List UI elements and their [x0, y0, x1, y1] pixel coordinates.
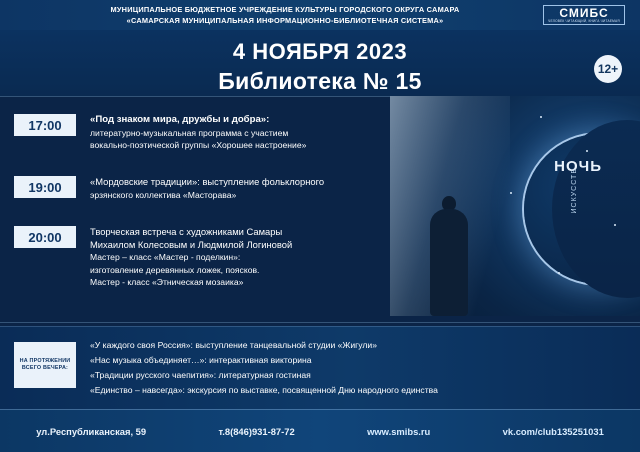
schedule-description	[90, 114, 306, 152]
organization-line-1: МУНИЦИПАЛЬНОЕ БЮДЖЕТНОЕ УЧРЕЖДЕНИЕ КУЛЬТУРЫ ГОРОДСКОГО ОКРУГА САМАРА	[110, 5, 460, 14]
schedule-line: Мастер – класс «Мастер - поделкин»:	[90, 252, 241, 262]
list-item: «Единство – навсегда»: экскурсия по выставке, посвященной Дню народного единства	[90, 385, 438, 395]
event-date: 4 НОЯБРЯ 2023	[232, 39, 408, 64]
list-item: «Традиции русского чаепития»: литературная гостиная	[90, 370, 311, 380]
organization-line-2: «САМАРСКАЯ МУНИЦИПАЛЬНАЯ ИНФОРМАЦИОННО-БИБЛИОТЕЧНАЯ СИСТЕМА»	[126, 16, 444, 25]
art-arts-label: ИСКУССТВ	[571, 168, 578, 214]
schedule-line: литературно-музыкальная программа с участием	[90, 127, 289, 138]
schedule-line: Творческая встреча с художниками Самары	[90, 226, 283, 237]
poster-footer	[0, 409, 640, 452]
schedule-list	[0, 96, 640, 322]
schedule-row	[14, 114, 306, 152]
schedule-row	[14, 176, 324, 201]
divider-middle	[0, 322, 640, 323]
all-evening-list	[90, 338, 438, 398]
schedule-description	[90, 176, 324, 201]
poster-header	[0, 0, 640, 30]
footer-vk-link[interactable]: vk.com/club135251031	[502, 425, 604, 437]
list-item: «У каждого своя Россия»: выступление танцевальной студии «Жигули»	[90, 340, 377, 350]
schedule-line: «Под знаком мира, дружбы и добра»:	[90, 114, 270, 125]
schedule-line: Мастер - класс «Этническая мозаика»	[90, 277, 244, 287]
schedule-line: эрзянского коллектива «Масторава»	[90, 189, 237, 200]
footer-website-link[interactable]: www.smibs.ru	[367, 425, 431, 437]
schedule-description	[90, 226, 292, 289]
schedule-time-chip: 19:00	[14, 176, 76, 198]
art-night-label: НОЧЬ	[554, 158, 602, 175]
logo-text: СМИБС	[559, 5, 609, 20]
schedule-line: вокально-поэтической группы «Хорошее настроение»	[90, 140, 307, 150]
age-rating-badge: 12+	[594, 55, 622, 83]
schedule-line: «Мордовские традиции»: выступление фольклорного	[90, 176, 325, 187]
list-item: «Нас музыка объединяет…»: интерактивная викторина	[90, 355, 312, 365]
title-block	[0, 30, 640, 96]
schedule-line: Михаилом Колесовым и Людмилой Логиновой	[90, 238, 293, 250]
schedule-row	[14, 226, 292, 289]
all-evening-chip: НА ПРОТЯЖЕНИИ ВСЕГО ВЕЧЕРА:	[14, 342, 76, 388]
all-evening-block	[0, 326, 640, 411]
schedule-time-chip: 20:00	[14, 226, 76, 248]
footer-phone: т.8(846)931-87-72	[218, 425, 295, 437]
smibs-logo	[536, 2, 632, 28]
footer-address: ул.Республиканская, 59	[36, 425, 147, 437]
schedule-time-chip: 17:00	[14, 114, 76, 136]
event-venue: Библиотека № 15	[218, 68, 422, 94]
logo-tagline: ЧЕЛОВЕК ЧИТАЮЩИЙ, КНИГА ЧИТАЕМАЯ	[548, 18, 620, 23]
schedule-line: изготовление деревянных ложек, поясков.	[90, 264, 260, 275]
